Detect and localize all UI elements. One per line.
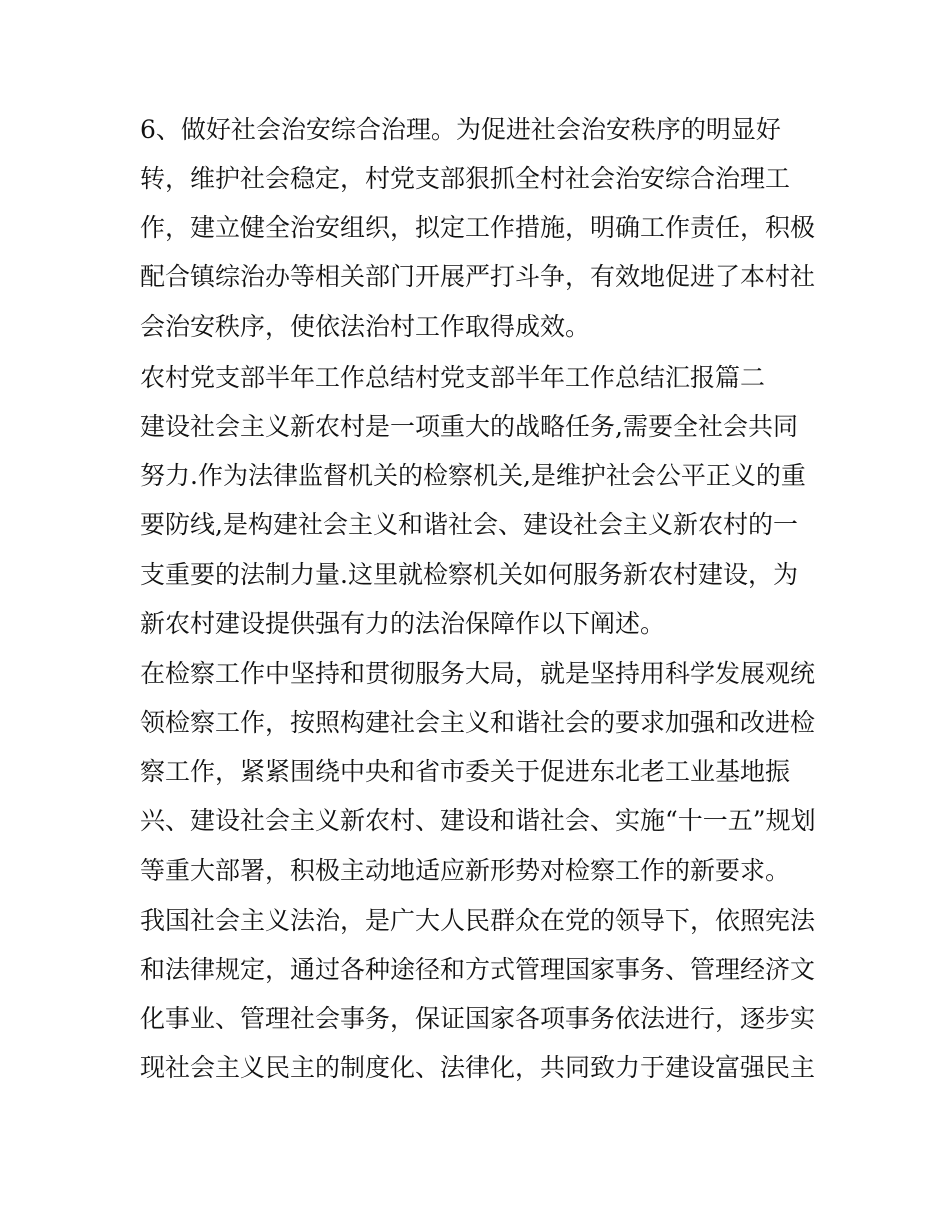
text-line: 要防线,是构建社会主义和谐社会、建设社会主义新农村的一 <box>140 510 798 539</box>
text-line: 努力.作为法律监督机关的检察机关,是维护社会公平正义的重 <box>140 461 806 490</box>
text-line: 察工作，紧紧围绕中央和省市委关于促进东北老工业基地振 <box>140 757 791 786</box>
text-line: 我国社会主义法治，是广大人民群众在党的领导下，依照宪法 <box>140 906 816 935</box>
text-line: 支重要的法制力量.这里就检察机关如何服务新农村建设，为 <box>140 560 798 589</box>
section-heading: 农村党支部半年工作总结村党支部半年工作总结汇报篇二 <box>140 363 766 392</box>
text-line: 配合镇综治办等相关部门开展严打斗争，有效地促进了本村社 <box>140 262 816 291</box>
text-line: 兴、建设社会主义新农村、建设和谐社会、实施“十一五”规划 <box>140 806 816 835</box>
text-line: 建设社会主义新农村是一项重大的战略任务,需要全社会共同 <box>140 412 798 441</box>
text-line: 和法律规定，通过各种途径和方式管理国家事务、管理经济文 <box>140 955 816 984</box>
text-line: 6、做好社会治安综合治理。为促进社会治安秩序的明显好 <box>140 115 781 144</box>
text-line: 领检察工作，按照构建社会主义和谐社会的要求加强和改进检 <box>140 708 816 737</box>
text-line: 作，建立健全治安组织，拟定工作措施，明确工作责任，积极 <box>140 213 816 242</box>
text-line: 新农村建设提供强有力的法治保障作以下阐述。 <box>140 609 666 638</box>
text-line: 现社会主义民主的制度化、法律化，共同致力于建设富强民主 <box>140 1053 816 1082</box>
text-line: 化事业、管理社会事务，保证国家各项事务依法进行，逐步实 <box>140 1004 816 1033</box>
text-line: 会治安秩序，使依法治村工作取得成效。 <box>140 312 591 341</box>
text-line: 转，维护社会稳定，村党支部狠抓全村社会治安综合治理工 <box>140 164 791 193</box>
text-line: 等重大部署，积极主动地适应新形势对检察工作的新要求。 <box>140 856 791 885</box>
text-line: 在检察工作中坚持和贯彻服务大局，就是坚持用科学发展观统 <box>140 659 816 688</box>
